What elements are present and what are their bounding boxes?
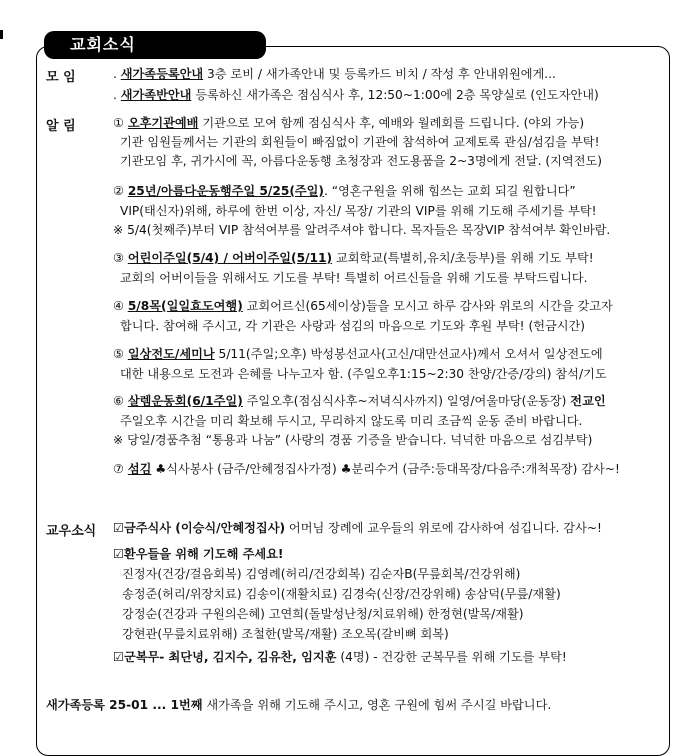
notice-5-num: ⑤	[113, 347, 124, 361]
page-title: 교회소식	[70, 35, 136, 54]
notice-6-head: 살렘운동회(6/1주일)	[127, 394, 243, 408]
checkbox-icon: ☑	[113, 650, 124, 664]
prayer-line-2: 송정준(허리/위장치료) 김송이(재활치료) 김경숙(신장/건강위해) 송삼덕(무릎/재활)	[122, 587, 561, 601]
condolence-line	[113, 520, 602, 536]
notice-2-num: ②	[113, 184, 124, 198]
notice-6-line-2: 주일오후 시간을 미리 확보해 두시고, 무리하지 않도록 미리 조금씩 운동 준비 바랍니다.	[120, 414, 583, 428]
condolence-body: 어머님 장례에 교우들의 위로에 감사하여 섬깁니다. 감사~!	[285, 521, 602, 535]
condolence-head: 금주식사 (이승식/안혜정집사)	[123, 521, 286, 535]
bullet: .	[113, 67, 121, 81]
notice-6-line-3: ※ 당일/경품추첨 “통용과 나눔” (사랑의 경품 기증을 받습니다. 넉넉한 마음으로 섬김부탁)	[113, 433, 593, 447]
notice-5-line-2: 대한 내용으로 도전과 은혜를 나누고자 함. (주일오후1:15~2:30 찬양/간증/강의) 참석/기도	[120, 367, 607, 381]
prayer-line-3: 강정순(건강과 구원의은혜) 고연희(돌발성난청/치료위해) 한정현(발목/재활)	[122, 607, 524, 621]
notice-5-head: 일상전도/세미나	[127, 347, 215, 361]
notice-6-line-1	[113, 393, 606, 409]
notice-4-head: 5/8목(일일효도여행)	[127, 299, 243, 313]
notice-6-extra: 전교인	[570, 394, 606, 408]
notice-6-text: 주일오후(점심식사후~저녁식사까지) 일영/여울마당(운동장)	[242, 394, 571, 408]
notice-3-line-1	[113, 250, 594, 266]
notice-2-line-1	[113, 183, 576, 199]
notice-5-line-1	[113, 346, 603, 362]
notice-2-head: 25년/아름다운동행주일 5/25(주일)	[127, 184, 325, 198]
meeting-head-2: 새가족반안내	[120, 88, 192, 102]
margin-mark	[0, 30, 3, 39]
notices-label: 알 림	[46, 119, 76, 134]
meeting-head-1: 새가족등록안내	[120, 67, 204, 81]
notice-3-head: 어린이주일(5/4) / 어버이주일(5/11)	[127, 251, 333, 265]
notice-1-text: 기관으로 모여 함께 점심식사 후, 예배와 월례회를 드립니다. (야외 가능)	[198, 116, 585, 130]
meeting-label: 모 임	[46, 70, 76, 85]
notice-2-line-2: VIP(태신자)위해, 하루에 한번 이상, 자신/ 목장/ 기관의 VIP를 위해 기도해 주세기를 부탁!	[120, 204, 597, 218]
newcomer-body: 새가족을 위해 기도해 주시고, 영혼 구원에 힘써 주시길 바랍니다.	[202, 698, 552, 712]
meeting-body-2: 등록하신 새가족은 점심식사 후, 12:50~1:00에 2층 목양실로 (인도자안내)	[191, 88, 599, 102]
prayer-line-4: 강현관(무릎치료위해) 조철한(발목/재활) 조오목(갈비뼈 회복)	[122, 627, 449, 641]
notice-7-head: 섬김	[127, 462, 152, 476]
notice-6-num: ⑥	[113, 394, 124, 408]
notice-1-num: ①	[113, 116, 124, 130]
military-head: 군복무- 최단녕, 김지수, 김유찬, 임지훈	[123, 650, 337, 664]
notice-4-num: ④	[113, 299, 124, 313]
notice-3-line-2: 교회의 어버이들을 위해서도 기도를 부탁! 특별히 어르신들을 위해 기도를 부탁드립니다.	[120, 271, 588, 285]
notice-3-num: ③	[113, 251, 124, 265]
notice-7-line-1	[113, 461, 620, 477]
bullet: .	[113, 88, 121, 102]
notice-4-text: 교회어르신(65세이상)들을 모시고 하루 감사와 위로의 시간을 갖고자	[242, 299, 613, 313]
members-label: 교우소식	[46, 524, 97, 539]
military-line	[113, 649, 567, 665]
prayer-line-1: 진정자(건강/걸음회복) 김영례(허리/건강회복) 김순자B(무릎회복/건강위해)	[122, 567, 521, 581]
notice-7-num: ⑦	[113, 462, 124, 476]
prayer-title: ☑환우들을 위해 기도해 주세요!	[113, 547, 284, 561]
meeting-body-1: 3층 로비 / 새가족안내 및 등록카드 비치 / 작성 후 안내위원에게...	[203, 67, 556, 81]
notice-4-line-2: 합니다. 참여해 주시고, 각 기관은 사랑과 섬김의 마음으로 기도와 후원 부탁! (헌금시간)	[120, 319, 586, 333]
notice-3-text: 교회학교(특별히,유치/초등부)를 위해 기도 부탁!	[332, 251, 594, 265]
newcomer-line	[46, 697, 551, 713]
notice-1-head: 오후기관예배	[127, 116, 199, 130]
military-body: (4명) - 건강한 군복무를 위해 기도를 부탁!	[336, 650, 567, 664]
meeting-line-1	[113, 66, 556, 82]
notice-7-text: ♣식사봉사 (금주/안혜정집사가정) ♣분리수거 (금주:등대목장/다음주:개척목장) 감사~!	[151, 462, 620, 476]
notice-5-text: 5/11(주일;오후) 박성봉선교사(고신/대만선교사)께서 오셔서 일상전도에	[214, 347, 603, 361]
notice-2-line-3: ※ 5/4(첫째주)부터 VIP 참석여부를 알려주셔야 합니다. 목자들은 목장VIP 참석여부 확인바람.	[113, 223, 611, 237]
checkbox-icon: ☑	[113, 521, 124, 535]
newcomer-label: 새가족등록 25-01 ... 1번째	[46, 698, 203, 712]
notice-1-line-3: 기관모임 후, 귀가시에 꼭, 아름다운동행 초청장과 전도용품을 2~3명에게 전달. (지역전도)	[120, 154, 603, 168]
notice-1-line-1	[113, 115, 584, 131]
notice-1-line-2: 기관 임원들께서는 기관의 회원들이 빠짐없이 기관에 참석하여 교제토록 관심/섬김을 부탁!	[120, 135, 600, 149]
notice-4-line-1	[113, 298, 613, 314]
notice-2-text: . “영혼구원을 위해 힘쓰는 교회 되길 원합니다”	[324, 184, 576, 198]
meeting-line-2	[113, 87, 599, 103]
